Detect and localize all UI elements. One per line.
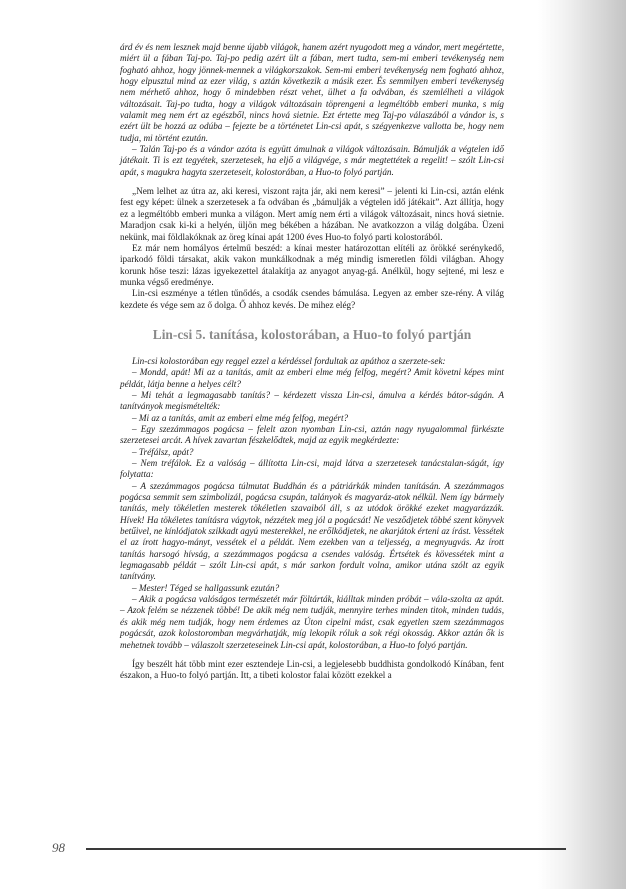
story-paragraph: – Mi tehát a legmagasabb tanítás? – kérdezett vissza Lin-csi, ámulva a kérdés bátor-ságán. A tanítványok megismételték: bbox=[120, 389, 504, 412]
paragraph-taj-po-ending: árd év és nem lesznek majd benne újabb világok, hanem azért nyugodott meg a vándor, mert megértette, miért ül a fában Taj-po. Taj-po pedig azért ült a fában, mert tudta, sem-mi emberi tevékenység nem fogható ahhoz, hogy jönnek-mennek a világkorszakok. Sem-mi emberi tevékenység nem fogható ahhoz, hogy elpusztul mind az ezer világ, s aztán következik a másik ezer. És semmilyen emberi tevékenység nem mérhető ahhoz, hogy ő mindebben részt vehet, ülhet a fa odvában, és szemlélheti a világok változásait. Taj-po tudta, hogy a világok változásain töprengeni a legméltóbb emberi munka, s míg valamit meg nem ért az egészből, nincs hová sietnie. Ezt értette meg Taj-po válaszából a vándor is, s ezért ült be hozzá az odúba – fejezte be a történetet Lin-csi apát, s szégyenkezve vallotta be, hogy nem tudja, mi történt ezután. bbox=[120, 42, 504, 143]
page-edge-shadow bbox=[538, 0, 626, 889]
story-paragraph: – Nem tréfálok. Ez a valóság – állította Lin-csi, majd látva a szerzetesek tanácstalan-ságát, így folytatta: bbox=[120, 458, 504, 480]
story-paragraph: – Tréfálsz, apát? bbox=[132, 446, 194, 457]
page-footer bbox=[0, 836, 626, 866]
page-number: 98 bbox=[52, 840, 65, 855]
story-paragraph: Lin-csi kolostorában egy reggel ezzel a kérdéssel fordultak az apáthoz a szerzete-sek: bbox=[132, 355, 446, 366]
story-paragraph: – Mondd, apát! Mi az a tanítás, amit az emberi elme még felfog, megért? Amit követni képes mint példát, látja benne a helyes célt? bbox=[120, 367, 504, 389]
paragraph-lin-csi-closing: – Talán Taj-po és a vándor azóta is együtt ámulnak a világok változásain. Bámulják a végtelen idő játékait. Ti is ezt tegyétek, szerzetesek, ha eljő a világvége, s már megtettétek a regelit! – szólt Lin-csi apát, s magukra hagyta szerzeteseit, kolostorában, a Huo-to folyó partján. bbox=[120, 144, 504, 177]
story-paragraph: – Akik a pogácsa valóságos természetét már föltárták, kiálltak minden próbát – vála-szolta az apát. – Azok felém se nézzenek többé! De akik még nem tudják, mennyire terhes minden titok, minden tudás, és akik még nem tudják, hogy nem érdemes az Úton cipelni mást, csak egyetlen szem szezámmagos pogácsát, azok kolostoromban megvárhatják, míg lekopik róluk a sok régi okosság. Akkor aztán ők is mehetnek tovább – válaszolt szerzeteseinek Lin-csi apát, kolostorában, a Huo-to folyó partján. bbox=[120, 594, 504, 650]
story-paragraph: – Mi az a tanítás, amit az emberi elme még felfog, megért? bbox=[132, 412, 349, 423]
paragraph-commentary-2: Ez már nem homályos értelmű beszéd: a kínai mester határozottan elítéli az örökké serénykedő, iparkodó földi társakat, akik vakon munkálkodnak a még mindig ismeretlen földi világban. Ahogy korunk hőse teszi: lázas igyekezettel átalakítja az anyagot anyag-gá. Anélkül, hogy sejtené, mi lesz e munka végső eredménye. bbox=[120, 242, 504, 287]
section-heading: Lin-csi 5. tanítása, kolostorában, a Huo-to folyó partján bbox=[152, 326, 472, 342]
paragraph-closing-commentary: Így beszélt hát több mint ezer esztendeje Lin-csi, a legjelesebb buddhista gondolkodó Kínában, fent északon, a Huo-to folyó partján. Itt, a tibeti kolostor falai között ezekkel a bbox=[120, 658, 504, 681]
story-paragraph: – A szezámmagos pogácsa túlmutat Buddhán és a pátriárkák minden tanításán. A szezámmagos pogácsa semmit sem szimbolizál, pogácsa csupán, talányok és magyaráz-atok nélkül. Nem így bármely tanítás, mely tökéletlen mesterek tökéletlen szavaiból áll, s az utódok örökké ezeket magyarázzák. Hívek! Ha tökéletes tanításra vágytok, nézzétek meg jól a pogácsát! Ne vesződjetek többé szent könyvek betűivel, ne kínlódjatok szikkadt agyú mesterekkel, ne erőlködjetek, ne akarjátok érteni az írást. Vessétek el az írott hagyo-mányt, vessétek el a példát. Nem ezekben van a teljesség, a megnyugvás. Az írott tanítás harsogó hívság, a szezámmagos pogácsa a csendes valóság. Értsétek és kövessétek mint a legmagasabb példát – szólt Lin-csi apát, s már sarkon fordult volna, amikor utána szólt az egyik tanítvány. bbox=[120, 480, 504, 582]
paragraph-commentary-3: Lin-csi eszménye a tétlen tűnődés, a csodák csendes bámulása. Legyen az ember sze-rény. A világ kezdete és vége sem az ő dolga. Ő ahhoz kevés. De mihez elég? bbox=[120, 288, 504, 310]
footer-rule bbox=[86, 848, 566, 850]
story-paragraph: – Egy szezámmagos pogácsa – felelt azon nyomban Lin-csi, aztán nagy nyugalommal fürkészte szerzetesei arcát. A hívek zavartan fészkelődtek, majd az egyik megkérdezte: bbox=[120, 423, 504, 446]
story-paragraph: – Mester! Téged se hallgassunk ezután? bbox=[132, 582, 280, 593]
page-body bbox=[120, 42, 504, 682]
paragraph-commentary-1: „Nem lelhet az útra az, aki keresi, viszont rajta jár, aki nem keresi” – jelenti ki Lin-csi, aztán elénk fest egy képet: ülnek a szerzetesek a fa odvában és „bámulják a végtelen idő játékait”. Azt állítja, hogy ez a legméltóbb emberi munka a világon. Mert amíg nem érti a világok változásait, nincs hová sietnie. Maradjon csak ki-ki a helyén, üljön meg békében a házában. Ne avatkozzon a világ dolgába. Üzeni nekünk, mai földlakóknak az öreg kínai apát 1200 éves Huo-to folyó parti kolostorából. bbox=[120, 186, 504, 242]
